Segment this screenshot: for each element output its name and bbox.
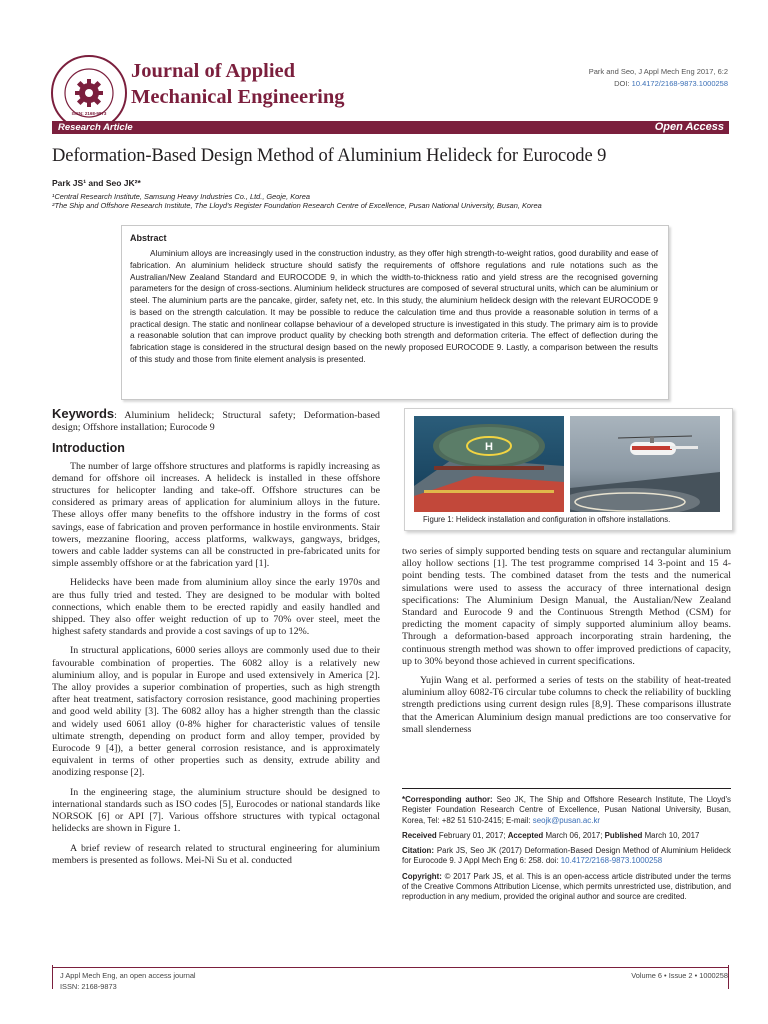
article-type: Research Article [58, 122, 133, 133]
published-label: Published [604, 830, 643, 840]
open-access-label: Open Access [654, 121, 724, 133]
figure-caption [423, 515, 670, 524]
citation-label: Citation: [402, 846, 434, 856]
footer-volume: Volume 6 • Issue 2 • 1000258 [631, 971, 728, 980]
citation-doi-link[interactable]: 10.4172/2168-9873.1000258 [560, 856, 663, 866]
abstract-heading: Abstract [130, 233, 167, 243]
article-notes [402, 795, 731, 908]
citation-short: Park and Seo, J Appl Mech Eng 2017, 6:2 [588, 67, 728, 76]
header-citation [589, 66, 728, 90]
citation-note [402, 846, 731, 867]
citation-text: Park JS, Seo JK (2017) Deformation-Based Design Method of Aluminium Helideck for Eurocode 9. J Appl Mech Eng 6: 258. doi: [402, 846, 731, 866]
accepted-label: Accepted [507, 830, 544, 840]
corresponding-label: *Corresponding author: [402, 795, 493, 804]
doi-label: DOI: [614, 79, 630, 88]
helicopter-photo [570, 416, 720, 512]
helipad-h-mark: H [485, 441, 493, 453]
corresponding-text: Seo JK, The Ship and Offshore Research Institute, The Lloyd's Register Foundation Research Centre of Excellence, Pusan National University, Busan, Korea, Tel: +82 51 510-2415; E-mail: [402, 795, 731, 825]
keywords-label: Keywords [52, 406, 115, 421]
intro-paragraph: A brief review of research related to structural engineering for aluminium members is presented as follows. Mei-Ni Su et al. conducted [52, 842, 380, 866]
abstract-box [121, 225, 669, 400]
copyright-text: © 2017 Park JS, et al. This is an open-access article distributed under the terms of the Creative Commons Attribution License, which permits unrestricted use, distribution, and reproduction in any medium, provided the original author and source are credited. [402, 871, 731, 902]
right-column [402, 546, 731, 743]
section-heading-introduction: Introduction [52, 441, 125, 456]
copyright-note [402, 872, 731, 903]
body-paragraph: two series of simply supported bending tests on square and rectangular aluminium alloy hollow sections [1]. The test programme comprised 14 3-point and 15 4-point bending tests. The combined dataset from the tests and the numerical simulations were used to assess the accuracy of three international design specifications: The Aluminium Design Manual, the Austalian/New Zealand Standard and Eurocode 9 and the Continuous Strength Method (CSM) for predicting the moment capacity of simply supported aluminium alloy beams. Through a deformation-based approach incorporating strain hardening, the continuous strength method was shown to offer improved predictions of capacity, up to 30% beyond those achieved in current specifications. [402, 546, 731, 667]
helideck-photo [414, 416, 564, 512]
intro-paragraph: In structural applications, 6000 series alloys are commonly used due to their favourable combination of properties. The 6082 alloy is a relatively new aluminium alloy, and is popular in Europe and used extensively in America [2]. The alloy provides a superior combination of properties, such as high strength after heat treatment, satisfactory corrosion resistance, good machining properties and good weld ability [3]. The 6082 alloy has a higher strength than the classic and widely used 6061 alloy (0-8% higher for characteristic values of tensile ultimate strength, depending on product form and alloy temper, provided by Eurocode 9 [4]), a better general corrosion resistance, and is approximately equivalent in terms of other properties such as density, extrude ability and anodizing response [2]. [52, 645, 380, 779]
paper-title: Deformation-Based Design Method of Aluminium Helideck for Eurocode 9 [52, 146, 607, 166]
footer-right-bracket [728, 965, 729, 989]
intro-paragraph: Helidecks have been made from aluminium alloy since the early 1970s and are thus fully tried and tested. They are designed to be modular with bolted connections, which enable them to be erected rapidly and easily handled and shipped. They also offer weight reduction of up to 70% over steel, meet the highest safety standards and provide a cost savings of up to 12%. [52, 577, 380, 638]
corresponding-author [402, 795, 731, 826]
received-label: Received [402, 830, 437, 840]
journal-title-line1: Journal of Applied [131, 60, 296, 82]
footer-journal: J Appl Mech Eng, an open access journal [60, 971, 196, 980]
journal-title [131, 58, 345, 110]
doi-link[interactable]: 10.4172/2168-9873.1000258 [631, 79, 728, 88]
doi-line [589, 78, 728, 90]
abstract-text: Aluminium alloys are increasingly used in the construction industry, as they offer high strength-to-weight ratios, good durability and ease of fabrication. An aluminium helideck structure should satisfy the requirements of offshore regulations and rule notations such as the Australian/New Zealand Standard and EUROCODE 9, in which the width-to-thickness ratio and yield stress are the recognised governing parameters for the design of cross-sections. Aluminium helideck structures are composed of several structural units, which can be aluminium or steel. The aluminium parts are the pancake, girder, safety net, etc. In this study, the aluminium helideck design with the relevant EUROCODE 9 is based on the strength calculation. It may be possible to reduce the calculation time and thus provide a reasonable solution in terms of a practical design. The static and nonlinear collapse behaviour of a developed structure is investigated in this study. The primary aim is to provide a reasonable solution that can improve product quality by checking both strength and deformation criteria. The effect of deflection during the fabrication stage is considered in the structural design based on the newly proposed EUROCODE 9. Lastly, a comparison between the results of this study and those from finite element analysis is presented. [130, 248, 658, 364]
intro-paragraph: In the engineering stage, the aluminium structure should be designed to international standards such as ISO codes [5], Eurocodes or national standards like NORSOK [6] or API [7]. Various offshore structures with typical octagonal helidecks are shown in Figure 1. [52, 786, 380, 835]
article-type-banner [52, 121, 729, 134]
published-date: March 10, 2017 [642, 830, 700, 840]
article-dates [402, 831, 731, 841]
copyright-label: Copyright: [402, 871, 442, 881]
footer-journal-info [60, 971, 196, 992]
affiliation-1: ¹Central Research Institute, Samsung Heavy Industries Co., Ltd., Geoje, Korea [52, 192, 310, 201]
email-link[interactable]: seojk@pusan.ac.kr [532, 815, 601, 825]
affiliation-2: ²The Ship and Offshore Research Institute, The Lloyd's Register Foundation Research Centre of Excellence, Pusan National University, Busan, Korea [52, 201, 542, 210]
journal-title-line2: Mechanical Engineering [131, 86, 345, 108]
footnote-divider [402, 788, 731, 789]
footer-rule [52, 967, 729, 968]
footer-issn: ISSN: 2168-9873 [60, 981, 117, 991]
intro-paragraph: The number of large offshore structures and platforms is rapidly increasing as demand for offshore oil increases. A helideck is installed in these offshore structures for helicopter landing and take-off. Offshore structures can be considered as primary areas of application for aluminium alloys in the future. These alloys offer many benefits to the offshore industry in the forms of cost savings, ease of fabrication and proven performance in hostile environments. Stair towers, mezzanine flooring, access platforms, walkways, gangways, bridges, towers and cable ladder systems can all be constructed in pre-fabricated units for simple assembly offshore or at the fabrication yard [1]. [52, 460, 380, 570]
svg-text:ISSN: 2168-9873: ISSN: 2168-9873 [71, 111, 107, 116]
left-column [52, 408, 380, 874]
figure-1 [404, 408, 733, 531]
accepted-date: March 06, 2017; [543, 830, 605, 840]
received-date: February 01, 2017; [436, 830, 508, 840]
keywords [52, 408, 380, 434]
figure-caption-text: Figure 1: Helideck installation and configuration in offshore installations. [423, 515, 671, 524]
footer-left-bracket [52, 965, 53, 989]
body-paragraph: Yujin Wang et al. performed a series of tests on the stability of heat-treated aluminium alloy 6082-T6 circular tube columns to check the reliability of buckling strength predictions using current design rules [8,9]. These comparisons illustrate that the American Aluminium design manual predictions are too conservative for small slenderness [402, 675, 731, 735]
authors: Park JS¹ and Seo JK²* [52, 178, 141, 188]
keywords-text: : Aluminium helideck; Structural safety; Deformation-based design; Offshore installation; Eurocode 9 [52, 410, 380, 434]
